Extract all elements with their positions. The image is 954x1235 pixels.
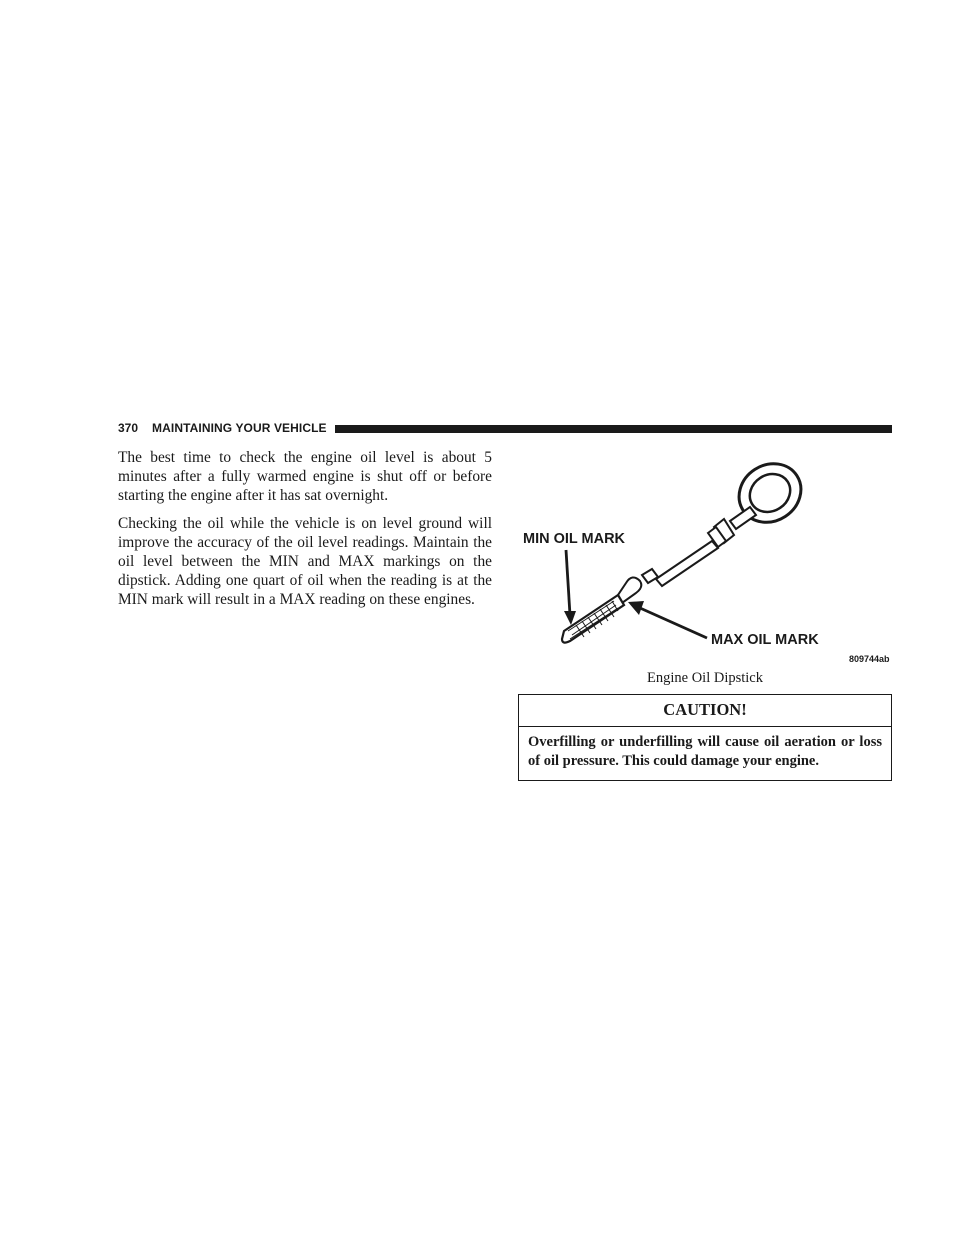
dipstick-figure — [518, 455, 892, 670]
max-oil-mark-label: MAX OIL MARK — [711, 632, 819, 648]
paragraph-oil-level: Checking the oil while the vehicle is on level ground will improve the accuracy of the oil level readings. Maintain the oil level between the MIN and MAX markings on the dipstick. Adding one quart of oil when the reading is at the MIN mark will result in a MAX reading on these engines. — [118, 515, 492, 608]
dipstick-illustration — [518, 455, 892, 670]
paragraph-oil-timing: The best time to check the engine oil level is about 5 minutes after a fully warmed engine is shut off or before starting the engine after it has sat overnight. — [118, 449, 492, 504]
caution-box — [518, 694, 892, 781]
caution-text: Overfilling or underfilling will cause oil aeration or loss of oil pressure. This could damage your engine. — [528, 734, 882, 769]
dipstick-upper-shaft — [656, 541, 718, 586]
page-number: 370 — [118, 421, 139, 435]
header-rule — [335, 425, 892, 433]
dipstick-collar — [708, 507, 756, 547]
max-mark-arrow — [628, 601, 707, 638]
dipstick-break — [642, 569, 658, 583]
section-title: MAINTAINING YOUR VEHICLE — [152, 421, 327, 435]
page-header — [118, 419, 892, 437]
min-oil-mark-label: MIN OIL MARK — [523, 531, 626, 547]
body-text — [118, 448, 492, 618]
caution-title: CAUTION! — [519, 695, 891, 727]
figure-caption: Engine Oil Dipstick — [647, 670, 763, 686]
figure-id: 809744ab — [849, 654, 890, 664]
min-mark-arrow — [564, 550, 576, 625]
